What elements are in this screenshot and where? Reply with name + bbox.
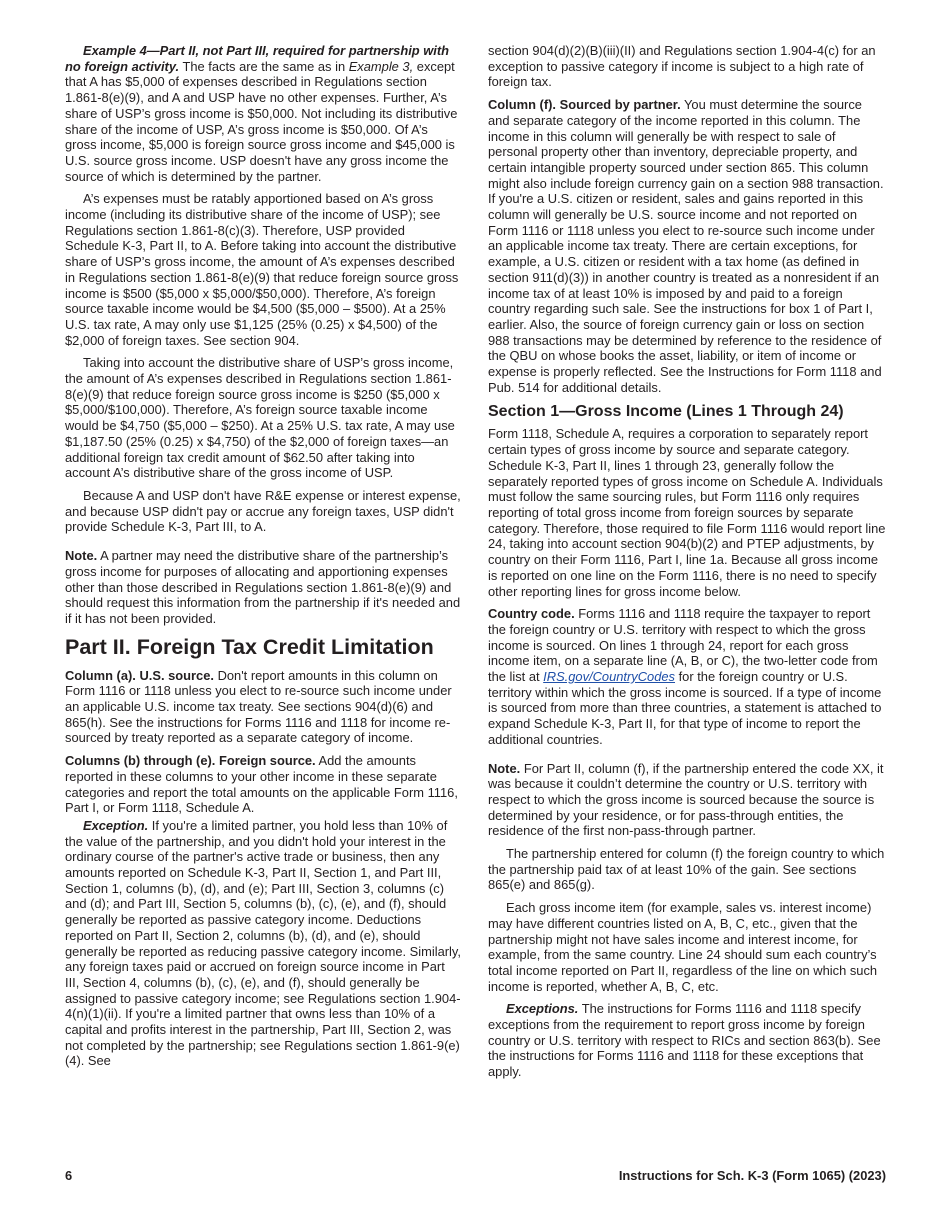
no-re-expense-paragraph: Because A and USP don't have R&E expense or interest expense, and because USP didn't pay or accrue any foreign taxes, USP didn't provide Schedule K-3, Part III, to A. xyxy=(65,487,461,535)
exception-heading: Exception. xyxy=(83,817,149,833)
foreign-country-paragraph: The partnership entered for column (f) the foreign country to which the partnership paid tax of at least 10% of the gain. See sections 865(e) and 865(g). xyxy=(488,846,885,893)
gross-income-item-paragraph: Each gross income item (for example, sales vs. interest income) may have different countries listed on A, B, C, etc., given that the partnership might not have sales income and interest income, for example, from the same country. Line 24 should sum each country’s total income reported on Part II, regardless of the line on which such income is reported, whether A, B, C, etc. xyxy=(488,900,878,994)
left-column xyxy=(65,43,461,1076)
note-label: Note. xyxy=(488,760,521,776)
country-code-paragraph: Country code. Forms 1116 and 1118 require the taxpayer to report the foreign country or U.S. territory with respect to which the gross income is sourced. On lines 1 through 24, report for each gross income item, on a separate line (A, B, or C), the two-letter code from the list at IRS.gov/CountryCodes for the foreign country or U.S. territory within which the gross income is sourced. If a type of income is sourced from more than three countries, a statement is attached to expand Schedule K-3, Part II, for that type of income to report the additional countries. xyxy=(488,606,882,747)
exceptions-paragraph: Exceptions. The instructions for Forms 1116 and 1118 specify exceptions from the requirement to report gross income by foreign country or U.S. territory with respect to RICs and section 863(b). See the instructions for Forms 1116 and 1118 for these exceptions that apply. xyxy=(488,1001,881,1080)
column-f-paragraph: Column (f). Sourced by partner. You must determine the source and separate category of the income reported in this column. The income in this column will generally be with respect to sale of personal property other than inventory, depreciable property, and certain intangible property sourced under section 865. This column might also include foreign currency gain on a section 988 transaction. If you're a U.S. citizen or resident, sales and gains reported in this column will generally be U.S. source income and not reported on Form 1116 or 1118 unless you elect to re-source such income under an applicable income tax treaty. There are certain exceptions, for example, a U.S. citizen or resident with a tax home (as defined in section 911(d)(3)) in another country is treated as a nonresident if an income tax of at least 10% is imposed by and paid to a foreign country regarding such sale. See the instructions for box 1 of Part I, earlier. Also, the source of foreign currency gain or loss on section 988 transactions may be determined by reference to the residence of the QBU on whose books the asset, liability, or item of income or expense is properly reflected. See the Instructions for Form 1118 and Pub. 514 for additional details. xyxy=(488,97,884,395)
note-column-f-paragraph: Note. For Part II, column (f), if the partnership entered the code XX, it was because it couldn’t determine the country or U.S. territory with respect to which the gross income is sourced because the source is determined by your residence, or for pass-through entities, the residence of the first non-pass-through partner. xyxy=(488,760,884,839)
country-codes-link[interactable]: IRS.gov/CountryCodes xyxy=(543,669,676,685)
column-a-paragraph: Column (a). U.S. source. Don't report amounts in this column on Form 1116 or 1118 unless you elect to re-source such income under an applicable U.S. income tax treaty. See sections 904(d)(6) and 865(h). See the instructions for Forms 1116 and 1118 for income re-sourced by treaty reported as a separate category of income. xyxy=(65,667,452,746)
section-1-paragraph: Form 1118, Schedule A, requires a corporation to separately report certain types of gross income by source and separate category. Schedule K-3, Part II, lines 1 through 23, generally follow the separately reported types of gross income on Schedule A. Individuals must follow the same sourcing rules, but Form 1116 only requires reporting of total gross income from foreign sources by separate category. Therefore, those required to file Form 1116 would report line 24, taking into account section 904(b)(2) and PTEP adjustments, by country on their Form 1116, Part I, line 1a. Because all gross income is reported on one line on the Form 1116, there is no need to specify other reporting lines for gross income below. xyxy=(488,426,886,599)
page-number: 6 xyxy=(65,1168,73,1183)
expenses-paragraph: A’s expenses must be ratably apportioned based on A’s gross income (including its distributive share of the income of USP); see Regulations section 1.861-8(c)(3). Therefore, USP provided Schedule K-3, Part II, to A. Before taking into account the distributive share of USP’s gross income, the amount of A’s expenses described in Regulations section 1.861-8(e)(9) that reduce foreign source gross income is $500 ($5,000 x $5,000/$50,000). Therefore, A’s foreign source taxable income would be $4,500 ($5,000 – $500). At a 25% U.S. tax rate, A may only use $1,125 (25% (0.25) x $4,500) of the $2,000 of foreign taxes. See section 904. xyxy=(65,191,459,348)
part-ii-heading: Part II. Foreign Tax Credit Limitation xyxy=(65,634,434,659)
columns-b-e-heading: Columns (b) through (e). Foreign source. xyxy=(65,753,316,769)
continuation-paragraph: section 904(d)(2)(B)(iii)(II) and Regulations section 1.904-4(c) for an exception to passive category if income is subject to a high rate of foreign tax. xyxy=(488,43,876,90)
column-f-heading: Column (f). Sourced by partner. xyxy=(488,97,681,113)
example-4-heading: Example 4—Part II, not Part III, required for partnership with no foreign activity. xyxy=(65,43,450,74)
footer-title: Instructions for Sch. K-3 (Form 1065) (2023) xyxy=(618,1168,886,1183)
country-code-heading: Country code. xyxy=(488,606,575,622)
note-paragraph: Note. A partner may need the distributive share of the partnership’s gross income for purposes of allocating and apportioning expenses other than those described in Regulations section 1.861-8(e)(9) and should request this information from the partnership if it's needed and if it has not been provided. xyxy=(65,548,461,626)
example-3-reference: Example 3, xyxy=(348,58,414,74)
section-1-heading: Section 1—Gross Income (Lines 1 Through 24) xyxy=(488,403,844,421)
example-4-paragraph: Example 4—Part II, not Part III, required for partnership with no foreign activity. The facts are the same as in Example 3, except that A has $5,000 of expenses described in Regulations section 1.861-8(e)(9), and A and USP have no other expenses. Further, A’s share of USP’s gross income is $50,000. Not including its distributive share of the income of USP, A’s gross income is $50,000. Of A’s gross income, $5,000 is foreign source gross income and $45,000 is U.S. source gross income. USP doesn't have any gross income the source of which is determined by the partner. xyxy=(65,43,458,184)
column-a-heading: Column (a). U.S. source. xyxy=(65,667,214,683)
right-column xyxy=(488,43,886,1087)
distributive-share-paragraph: Taking into account the distributive share of USP’s gross income, the amount of A’s expenses described in Regulations section 1.861-8(e)(9) that reduce foreign source gross income is $250 ($5,000 x $5,000/$100,000). Therefore, A’s foreign source taxable income would be $4,750 ($5,000 – $250). At a 25% U.S. tax rate, A may use $1,187.50 (25% (0.25) x $4,750) of the $2,000 of foreign taxes—an additional foreign tax credit amount of $62.50 after taking into account A’s distributive share of the gross income of USP. xyxy=(65,355,455,481)
exception-paragraph: Exception. If you're a limited partner, you hold less than 10% of the value of the partnership, and you didn't hold your interest in the ordinary course of the partner's active trade or business, then any amounts reported on Schedule K-3, Part II, Section 1, and Part III, Section 1, columns (b), (d), and (e); Part III, Section 3, columns (c) and (d); and Part III, Section 5, columns (b), (c), (e), and (f), should generally be reported as passive category income. Deductions reported on Part II, Section 2, columns (b), (d), and (e), should generally be reported as reducing passive category income. Similarly, any foreign taxes paid or accrued on foreign source income in Part III, Section 4, columns (b), (c), (e), and (f), should generally be assigned to passive category income; see Regulations section 1.904-4(n)(1)(ii). If you're a limited partner that owns less than 10% of a capital and profits interest in the partnership, Part III, Section 2, was not completed by the partnership; see Regulations section 1.861-9(e)(4). See xyxy=(65,817,461,1069)
columns-b-e-paragraph: Columns (b) through (e). Foreign source. Add the amounts reported in these columns to your other income in these separate categories and report the total amounts on the applicable Form 1116, Part I, or Form 1118, Schedule A. xyxy=(65,753,458,816)
exceptions-heading: Exceptions. xyxy=(506,1001,579,1017)
note-label: Note. xyxy=(65,548,98,564)
